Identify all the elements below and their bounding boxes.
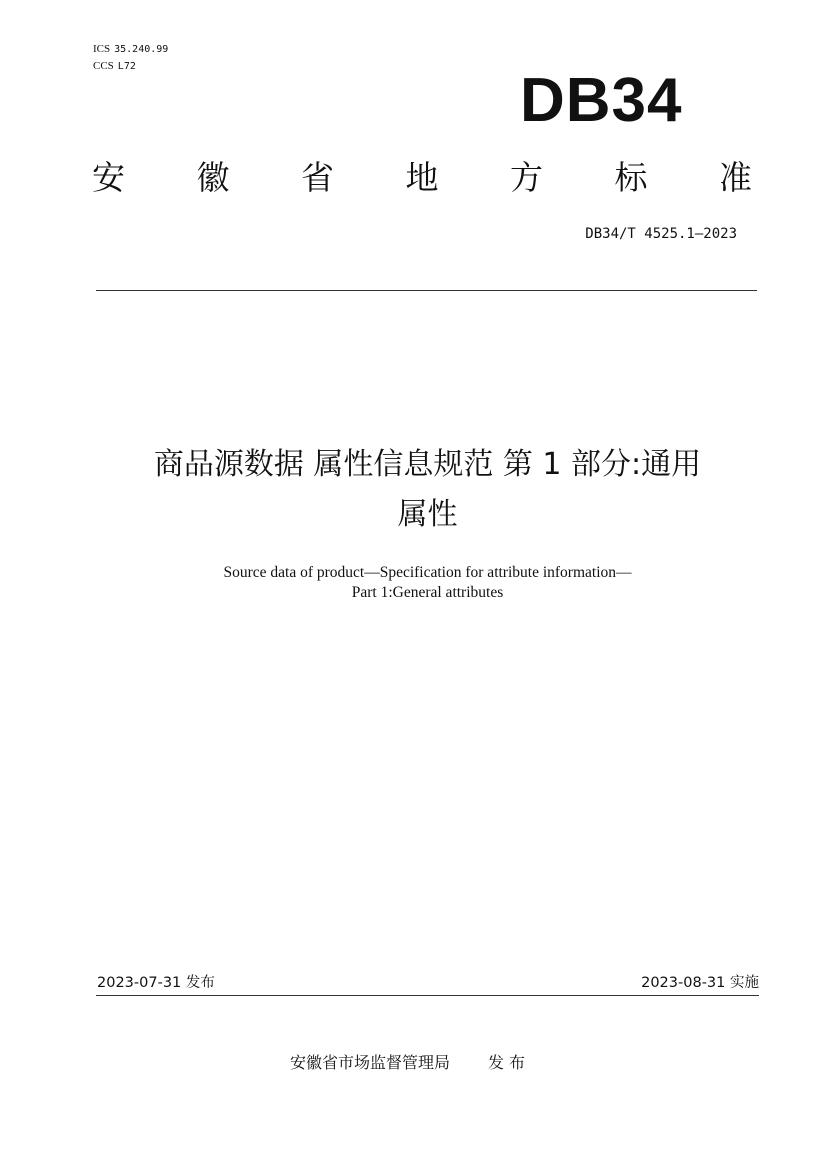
standard-type-char: 方 [510, 158, 543, 197]
issuer-name: 安徽省市场监督管理局 [289, 1053, 450, 1072]
ics-value: 35.240.99 [114, 44, 169, 55]
standard-number: DB34/T 4525.1—2023 [585, 226, 737, 242]
standard-type-char: 标 [614, 158, 648, 197]
standard-type-char: 安 [92, 158, 125, 197]
header-divider [96, 290, 757, 291]
issuer-line [0, 1052, 815, 1074]
ics-line [93, 42, 168, 57]
ccs-label: CCS [93, 60, 114, 72]
english-title [60, 563, 795, 603]
chinese-title-line1: 商品源数据 属性信息规范 第 1 部分:通用 [153, 447, 702, 482]
chinese-title-line2: 属性 [397, 497, 458, 532]
standard-type-char: 徽 [196, 158, 230, 197]
standard-type-heading [92, 156, 752, 200]
english-title-line1: Source data of product—Specification for attribute information— [223, 564, 632, 581]
implement-date: 2023-08-31 实施 [641, 975, 759, 991]
issuer-action: 发 布 [487, 1053, 526, 1072]
standard-type-char: 地 [405, 158, 439, 197]
ics-label: ICS [93, 43, 111, 55]
english-title-line2: Part 1:General attributes [351, 584, 504, 601]
standard-code-logo: DB34 [520, 66, 683, 135]
issue-date: 2023-07-31 发布 [97, 975, 215, 991]
ccs-line [93, 59, 136, 74]
chinese-title [60, 440, 795, 540]
standard-type-char: 准 [719, 158, 752, 197]
standard-type-char: 省 [301, 158, 334, 197]
footer-divider [96, 995, 759, 996]
ccs-value: L72 [117, 61, 136, 72]
